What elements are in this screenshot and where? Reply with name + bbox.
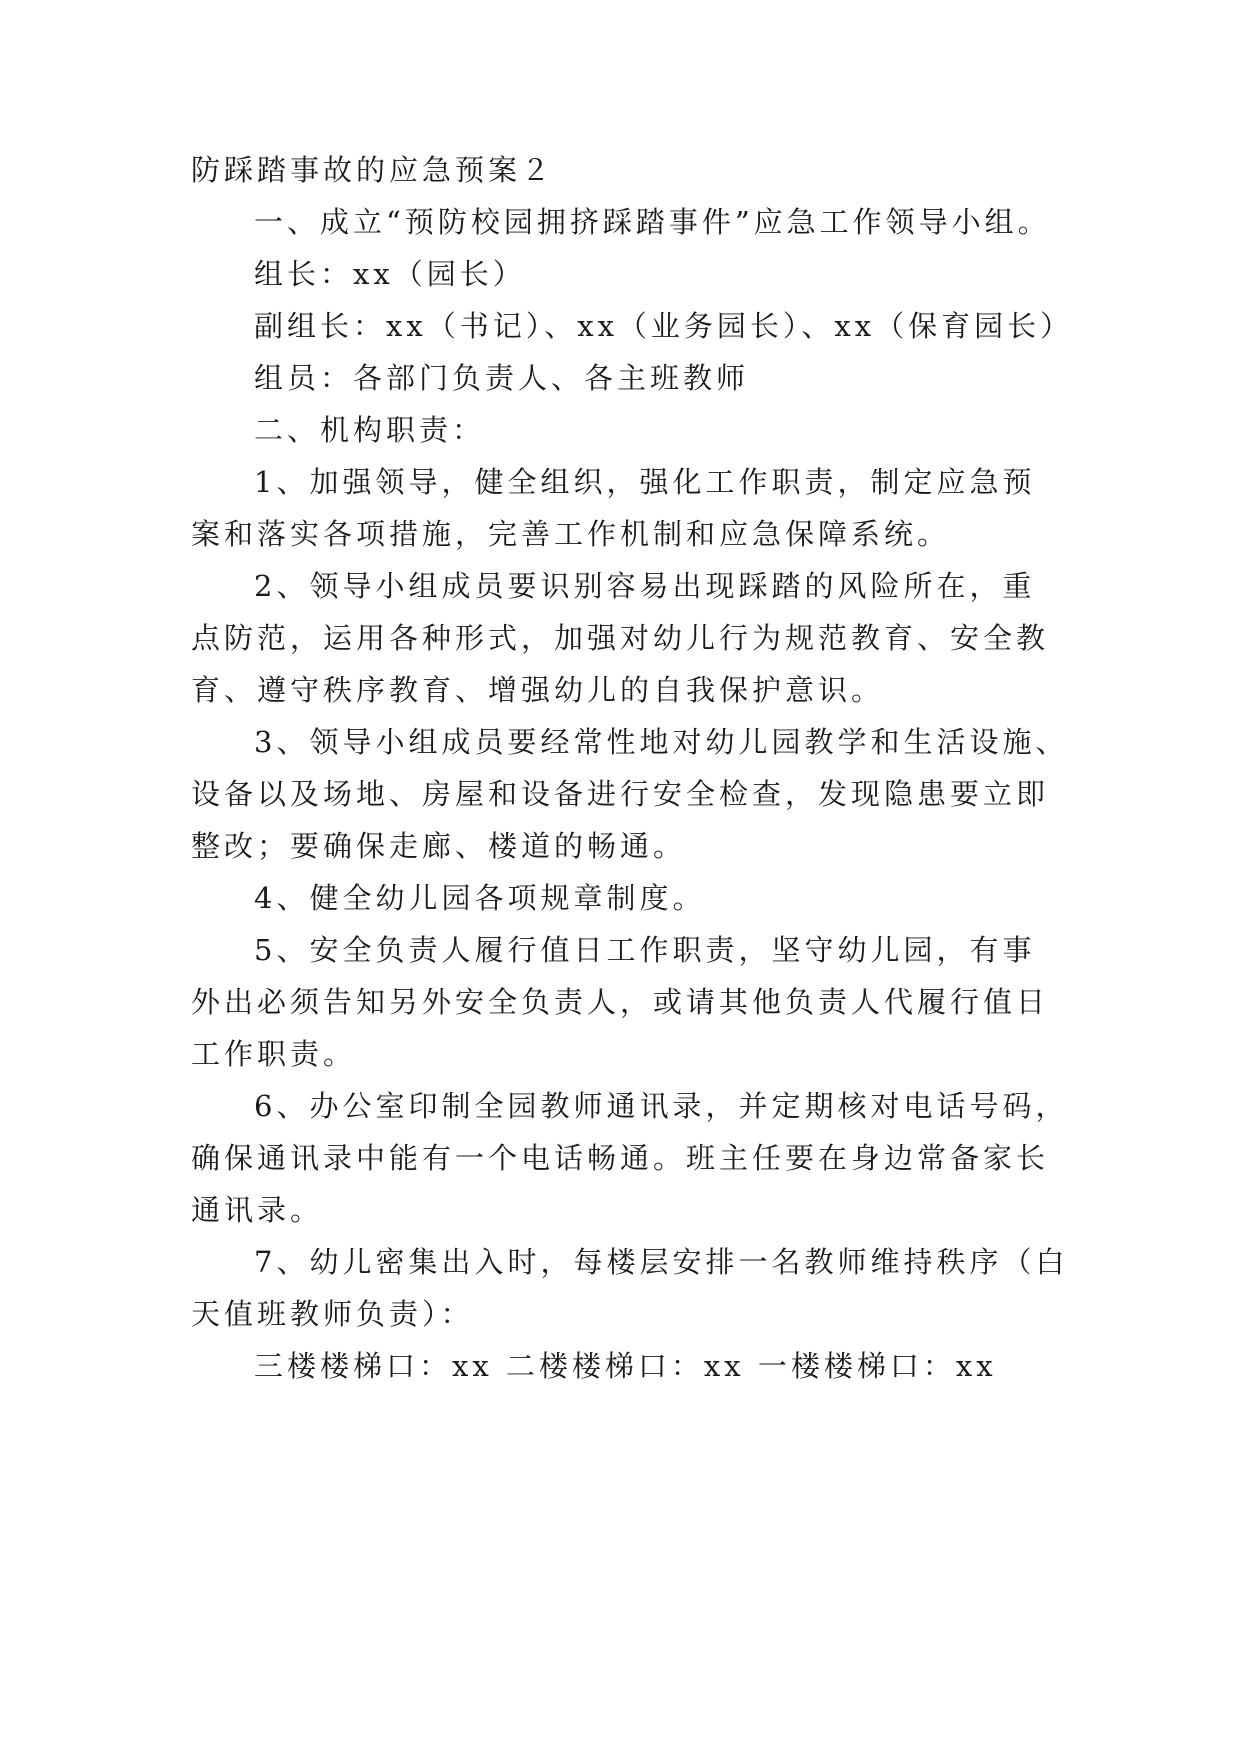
paragraph-line: 设备以及场地、房屋和设备进行安全检查，发现隐患要立即 (191, 777, 1050, 811)
paragraph-line: 天值班教师负责）： (191, 1297, 474, 1331)
paragraph-line: 工作职责。 (191, 1037, 357, 1071)
document-title: 防踩踏事故的应急预案２ (191, 153, 555, 187)
paragraph-line: 2、领导小组成员要识别容易出现踩踏的风险所在，重 (254, 569, 1036, 603)
paragraph-line: 6、办公室印制全园教师通讯录，并定期核对电话号码， (254, 1089, 1069, 1123)
paragraph-line: 组员：各部门负责人、各主班教师 (254, 361, 750, 395)
paragraph-line: 点防范，运用各种形式，加强对幼儿行为规范教育、安全教 (191, 621, 1050, 655)
paragraph-line: 5、安全负责人履行值日工作职责，坚守幼儿园，有事 (254, 933, 1036, 967)
paragraph-line: 三楼楼梯口：xx 二楼楼梯口：xx 一楼楼梯口：xx (254, 1349, 997, 1383)
paragraph-line: 1、加强领导，健全组织，强化工作职责，制定应急预 (254, 465, 1036, 499)
paragraph-line: 整改；要确保走廊、楼道的畅通。 (191, 829, 687, 863)
paragraph-line: 育、遵守秩序教育、增强幼儿的自我保护意识。 (191, 673, 885, 707)
paragraph-line: 案和落实各项措施，完善工作机制和应急保障系统。 (191, 517, 951, 551)
paragraph-line: 7、幼儿密集出入时，每楼层安排一名教师维持秩序（白 (254, 1245, 1069, 1279)
paragraph-line: 4、健全幼儿园各项规章制度。 (254, 881, 706, 915)
paragraph-line: 确保通讯录中能有一个电话畅通。班主任要在身边常备家长 (191, 1141, 1050, 1175)
paragraph-line: 通讯录。 (191, 1193, 324, 1227)
paragraph-line: 3、领导小组成员要经常性地对幼儿园教学和生活设施、 (254, 725, 1069, 759)
paragraph-line: 组长：xx（园长） (254, 257, 526, 291)
section-heading: 二、机构职责： (254, 413, 486, 447)
paragraph-line: 外出必须告知另外安全负责人，或请其他负责人代履行值日 (191, 985, 1050, 1019)
section-heading: 一、成立“预防校园拥挤踩踏事件”应急工作领导小组。 (254, 205, 1051, 239)
paragraph-line: 副组长：xx（书记）、xx（业务园长）、xx（保育园长） (254, 309, 1074, 343)
